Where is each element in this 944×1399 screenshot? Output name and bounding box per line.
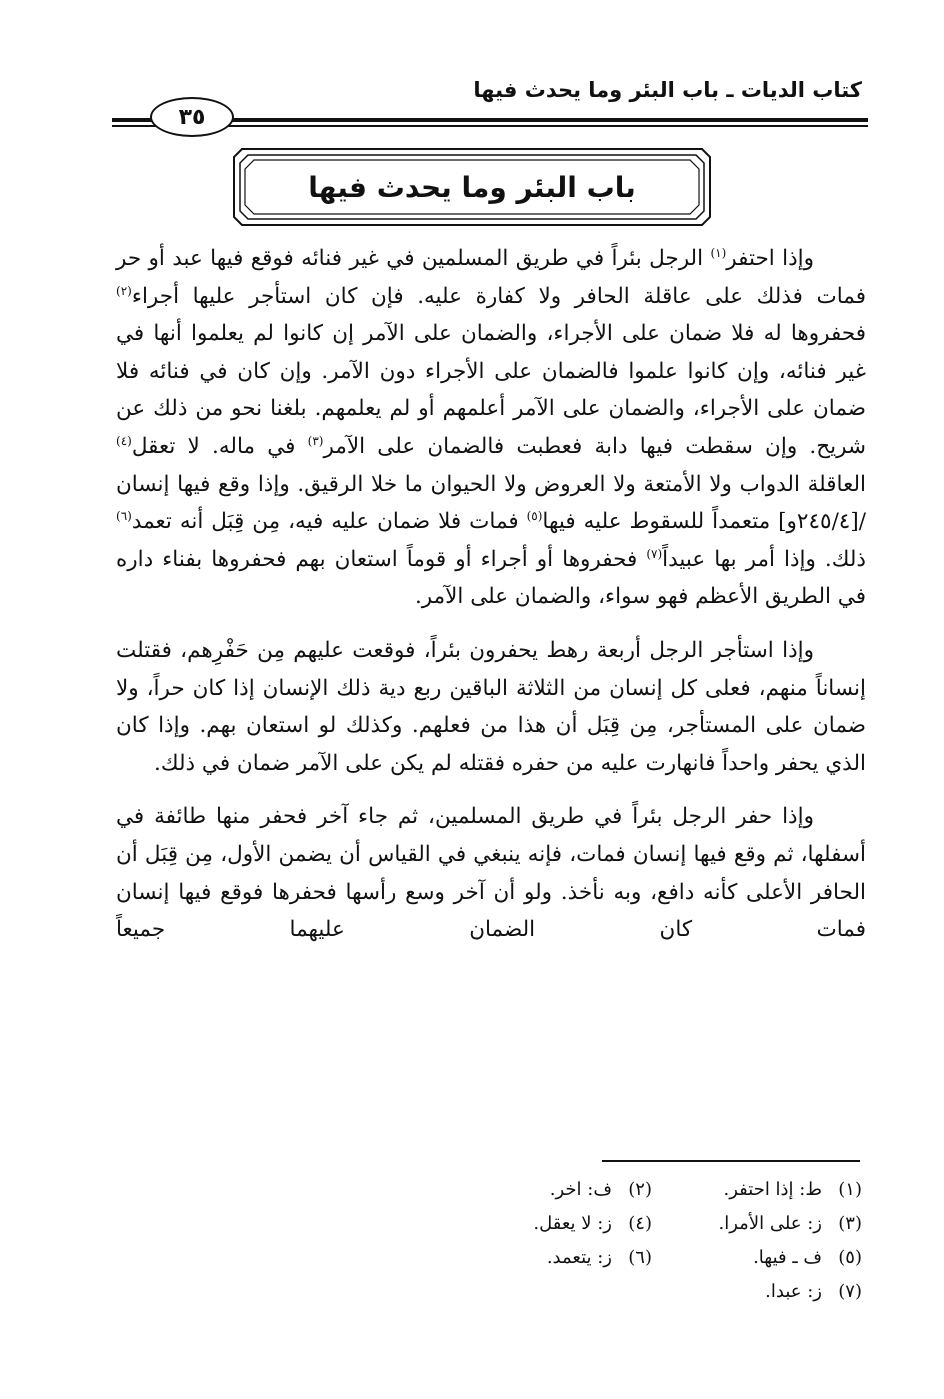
footnote-3: (٣)ز: على الأمرا.: [718, 1212, 862, 1234]
footnote-7: (٧)ز: عبدا.: [765, 1280, 862, 1302]
footnote-1: (١)ط: إذا احتفر.: [723, 1178, 862, 1200]
footnote-ref: (٣): [307, 433, 324, 448]
footnotes: [432, 1172, 862, 1308]
paragraph-2: وإذا استأجر الرجل أربعة رهط يحفرون بئراً، فوقعت عليهم مِن حَفْرِهم، فقتلت إنساناً منهم، فعلى كل إنسان من الثلاثة الباقين ربع دية ذلك الإنسان إذا كان حراً، ولا ضمان على المستأجر، مِن قِبَل أن هذا من فعلهم. وكذلك لو استعان بهم. وإذا كان الذي يحفر واحداً فانهارت عليه من حفره فقتله لم يكن على الآمر ضمان في ذلك.: [116, 637, 866, 776]
footnote-ref: (٤): [116, 433, 132, 448]
footnote-row: [432, 1240, 862, 1274]
page-number: ٣٥: [150, 97, 234, 137]
footnote-ref: (٢): [116, 283, 132, 298]
text-run: العاقلة الدواب ولا الأمتعة ولا العروض ولا الحيوان ما خلا الرقيق. وإذا وقع فيها إنسان /[٢٤٥/٤و] متعمداً للسقوط عليه فيها: [116, 471, 866, 535]
chapter-title: باب البئر وما يحدث فيها: [308, 170, 636, 204]
footnote-rule: [602, 1160, 860, 1162]
text-run: وإذا احتفر: [726, 246, 815, 271]
paragraph-1: [116, 240, 866, 616]
text-run: ذلك. وإذا أمر بها عبيداً: [662, 546, 866, 572]
text-run: فمات فلا ضمان عليه فيه، مِن قِبَل أنه تعمد: [131, 509, 527, 535]
footnote-2: (٢)ف: اخر.: [549, 1178, 652, 1200]
footnote-ref: (١): [710, 245, 727, 260]
chapter-title-frame: [232, 147, 712, 227]
text-run: الرجل بئراً في طريق المسلمين في غير فنائه فوقع فيها عبد أو حر فمات فذلك على عاقلة الحافر ولا كفارة عليه. فإن كان استأجر عليها أجراء: [116, 246, 866, 309]
paragraph-3: وإذا حفر الرجل بئراً في طريق المسلمين، ثم جاء آخر فحفر منها طائفة في أسفلها، ثم وقع فيها إنسان فمات، فإنه ينبغي في القياس أن يضمن الأول، مِن قِبَل أن الحافر الأعلى كأنه دافع، وبه نأخذ. ولو أن آخر وسع رأسها فحفرها فوقع فيها إنسان فمات كان الضمان عليهما جميعاً: [116, 804, 866, 943]
text-run: فحفروها أو أجراء أو قوماً استعان بهم فحفروها بفناء داره في الطريق الأعظم فهو سواء، والضمان على الآمر.: [116, 546, 866, 610]
footnote-5: (٥)ف ـ فيها.: [753, 1246, 862, 1268]
footnote-row: [432, 1274, 862, 1308]
footnote-6: (٦)ز: يتعمد.: [546, 1246, 652, 1268]
running-header: كتاب الديات ـ باب البئر وما يحدث فيها: [473, 78, 862, 102]
footnote-ref: (٦): [116, 509, 132, 523]
footnote-row: [432, 1172, 862, 1206]
footnote-ref: (٧): [646, 546, 663, 561]
text-run: فحفروها له فلا ضمان على الأجراء، والضمان على الآمر إن كانوا لم يعلموا أنها في غير فنائه، وإن كانوا علموا فالضمان على الأجراء دون الآمر. وإن كان في فنائه فلا ضمان على الأجراء، والضمان على الآمر أعلمهم أو لم يعلمهم. بلغنا نحو من ذلك عن شريح. وإن سقطت فيها دابة فعطبت فالضمان على الآمر: [116, 321, 866, 459]
body-text: [116, 240, 866, 965]
footnote-row: [432, 1206, 862, 1240]
footnote-ref: (٥): [526, 509, 543, 523]
text-run: في ماله. لا تعقل: [131, 433, 308, 459]
footnote-4: (٤)ز: لا يعقل.: [533, 1212, 652, 1234]
